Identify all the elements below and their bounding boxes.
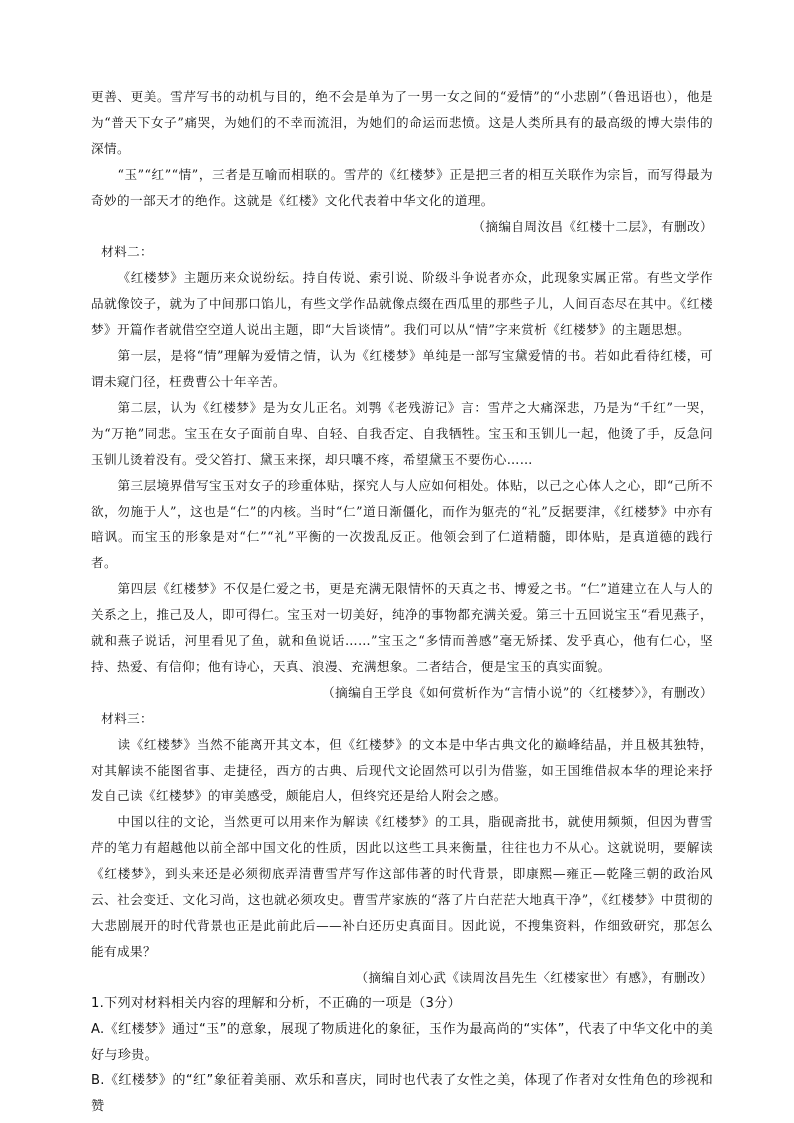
paragraph: 读《红楼梦》当然不能离开其文本，但《红楼梦》的文本是中华古典文化的巅峰结晶，并且极其独特，对其解读不能图省事、走捷径，西方的古典、后现代文论固然可以引为借鉴，如王国维借叔本华的理论来抒发自己读《红楼梦》的审美感受，颇能启人，但终究还是给人附会之感。 bbox=[91, 736, 713, 804]
question-1 bbox=[91, 991, 713, 1121]
material-three bbox=[91, 706, 713, 991]
source-citation: （摘编自王学良《如何赏析作为“言情小说”的〈红楼梦〉》，有删改） bbox=[322, 684, 713, 700]
paragraph: 第二层，认为《红楼梦》是为女儿正名。刘鹗《老残游记》言：雪芹之大痛深悲，乃是为“千红”一哭，为“万艳”同悲。宝玉在女子面前自卑、自轻、自我否定、自我牺牲。宝玉和玉钏儿一起，他烫了手，反急问玉钏儿烫着没有。受父笞打、黛玉来探，却只嚷不疼，希望黛玉不要伤心…… bbox=[91, 399, 713, 467]
material-label: 材料二： bbox=[101, 244, 154, 260]
material-two bbox=[91, 239, 713, 705]
paragraph: 《红楼梦》主题历来众说纷纭。持自传说、索引说、阶级斗争说者亦众，此现象实属正常。有些文学作品就像饺子，就为了中间那口馅儿，有些文学作品就像点缀在西瓜里的那些子儿，人间百态尽在其中。《红楼梦》开篇作者就借空空道人说出主题，即“大旨谈情”。我们可以从“情”字来赏析《红楼梦》的主题思想。 bbox=[91, 270, 713, 338]
material-label: 材料三： bbox=[101, 710, 154, 726]
paragraph: 第三层境界借写宝玉对女子的珍重体贴，探究人与人应如何相处。体贴，以己之心体人之心，即“己所不欲，勿施于人”，这也是“仁”的内核。当时“仁”道日渐僵化，而作为躯壳的“礼”反据要津，《红楼梦》中亦有暗讽。而宝玉的形象是对“仁”“礼”平衡的一次拨乱反正。他领会到了仁道精髓，即体贴，是真道德的践行者。 bbox=[91, 477, 713, 571]
paragraph: 第四层《红楼梦》不仅是仁爱之书，更是充满无限情怀的天真之书、博爱之书。“仁”道建立在人与人的关系之上，推己及人，即可得仁。宝玉对一切美好，纯净的事物都充满关爱。第三十五回说宝玉“看见燕子，就和燕子说话，河里看见了鱼，就和鱼说话……”宝玉之“多情而善感”毫无矫揉、发乎真心，他有仁心，坚持、热爱、有信仰；他有诗心，天真、浪漫、充满想象。二者结合，便是宝玉的真实面貌。 bbox=[91, 581, 713, 674]
source-citation: （摘编自周汝昌《红楼十二层》，有删改） bbox=[472, 218, 713, 234]
exam-page bbox=[91, 84, 713, 1120]
paragraph: 中国以往的文论，当然更可以用来作为解读《红楼梦》的工具，脂砚斋批书，就使用频频，但因为曹雪芹的笔力有超越他以前全部中国文化的性质，因此以这些工具来衡量，往往也力不从心。这就说明，要解读《红楼梦》，到头来还是必须彻底弄清曹雪芹写作这部伟著的时代背景，即康熙—雍正—乾隆三朝的政治风云、社会变迁、文化习尚，这也就必须攻史。曹雪芹家族的“落了片白茫茫大地真干净”，《红楼梦》中贯彻的大悲剧展开的时代背景也正是此前此后——补白还历史真面目。因此说，不搜集资料，作细致研究，那怎么能有成果？ bbox=[91, 814, 713, 959]
option-a[interactable]: A.《红楼梦》通过“玉”的意象，展现了物质进化的象征，玉作为最高尚的“实体”，代表了中华文化中的美好与珍贵。 bbox=[91, 1021, 713, 1063]
option-b[interactable]: B.《红楼梦》的“红”象征着美丽、欢乐和喜庆，同时也代表了女性之美，体现了作者对女性角色的珍视和赞 bbox=[91, 1073, 713, 1115]
source-citation: （摘编自刘心武《读周汝昌先生〈红楼家世〉有感》，有删改） bbox=[355, 969, 713, 985]
paragraph: 第一层，是将“情”理解为爱情之情，认为《红楼梦》单纯是一部写宝黛爱情的书。若如此看待红楼，可谓未窥门径，枉费曹公十年辛苦。 bbox=[91, 348, 713, 389]
material-one bbox=[91, 84, 713, 239]
question-stem: 1.下列对材料相关内容的理解和分析，不正确的一项是（3分） bbox=[91, 995, 461, 1011]
paragraph: 更善、更美。雪芹写书的动机与目的，绝不会是单为了一男一女之间的“爱情”的“小悲剧”（鲁迅语也），他是为“普天下女子”痛哭，为她们的不幸而流泪，为她们的命运而悲愤。这是人类所具有的最高级的博大崇伟的深情。 bbox=[91, 89, 713, 156]
paragraph: “玉”“红”“情”，三者是互喻而相联的。雪芹的《红楼梦》正是把三者的相互关联作为宗旨，而写得最为奇妙的一部天才的绝作。这就是《红楼》文化代表着中华文化的道理。 bbox=[91, 166, 713, 208]
